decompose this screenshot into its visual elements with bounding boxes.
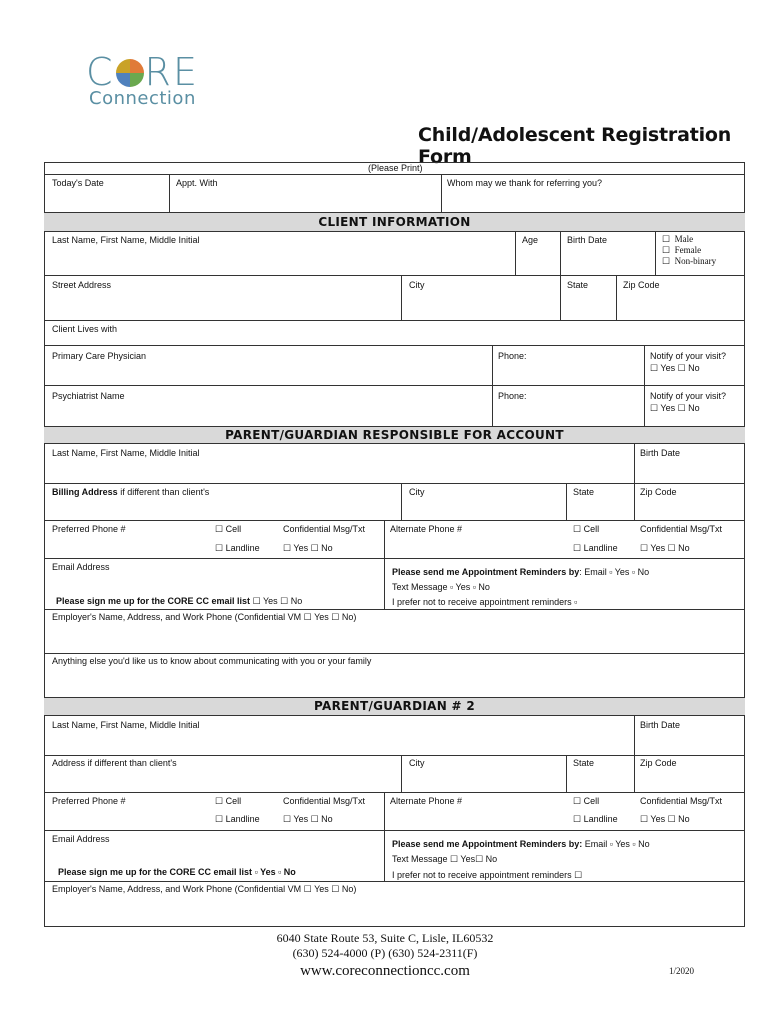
reminders-email-option[interactable]: : Email ▫ Yes ▫ No [579, 567, 650, 577]
guardian2-birth-date-field[interactable]: Birth Date [640, 720, 681, 730]
reminders-label: Please send me Appointment Reminders by [392, 567, 580, 577]
guardian1-preferred-phone[interactable]: Preferred Phone # [52, 524, 126, 534]
logo-letter-c: C [86, 50, 115, 94]
please-print-note: (Please Print) [368, 163, 423, 173]
guardian2-reminders[interactable] [392, 839, 650, 849]
pcp-notify[interactable] [650, 350, 726, 374]
guardian2-landline-checkbox[interactable]: ☐ Landline [215, 814, 260, 824]
guardian2-confidential-label: Confidential Msg/Txt [283, 796, 366, 806]
psychiatrist-notify-yes-no[interactable]: ☐ Yes ☐ No [650, 403, 700, 413]
guardian2-name-field[interactable]: Last Name, First Name, Middle Initial [52, 720, 200, 730]
guardian1-birth-date-field[interactable]: Birth Date [640, 448, 681, 458]
footer-website[interactable]: www.coreconnectioncc.com [300, 963, 470, 979]
guardian1-billing-field[interactable] [52, 487, 209, 497]
pcp-phone-field[interactable]: Phone: [498, 351, 527, 361]
gender-female[interactable]: Female [674, 245, 702, 255]
footer-address: 6040 State Route 53, Suite C, Lisle, IL60532 [276, 931, 494, 945]
signup-yes-no[interactable]: ▫ Yes ▫ No [252, 867, 296, 877]
guardian1-email-field[interactable]: Email Address [52, 562, 110, 572]
guardian1-anything-else-field[interactable]: Anything else you'd like us to know about communicating with you or your family [52, 656, 372, 666]
guardian1-landline-checkbox[interactable]: ☐ Landline [215, 543, 260, 553]
todays-date-field[interactable]: Today's Date [52, 178, 104, 188]
guardian2-alternate-phone[interactable]: Alternate Phone # [390, 796, 463, 806]
guardian1-alt-confidential-label: Confidential Msg/Txt [640, 524, 723, 534]
guardian2-zip-field[interactable]: Zip Code [640, 758, 677, 768]
form-title: Child/Adolescent Registration Form [418, 124, 732, 168]
pcp-notify-yes-no[interactable]: ☐ Yes ☐ No [650, 363, 700, 373]
guardian1-header: PARENT/GUARDIAN RESPONSIBLE FOR ACCOUNT [44, 426, 745, 444]
logo-subtitle: Connection [89, 88, 196, 109]
guardian2-no-reminders-option[interactable]: I prefer not to receive appointment reminders ☐ [392, 870, 583, 880]
guardian1-cell-checkbox[interactable]: ☐ Cell [215, 524, 242, 534]
referral-field[interactable]: Whom may we thank for referring you? [447, 178, 603, 188]
guardian2-email-list-signup[interactable] [58, 867, 296, 877]
gender-male[interactable]: Male [674, 234, 694, 244]
guardian1-confidential-yes-no[interactable]: ☐ Yes ☐ No [283, 543, 333, 553]
guardian2-address-field[interactable]: Address if different than client's [52, 758, 177, 768]
guardian1-zip-field[interactable]: Zip Code [640, 487, 677, 497]
guardian1-alt-cell-checkbox[interactable]: ☐ Cell [573, 524, 600, 534]
billing-note: if different than client's [117, 487, 210, 497]
appt-with-field[interactable]: Appt. With [176, 178, 218, 188]
guardian1-name-field[interactable]: Last Name, First Name, Middle Initial [52, 448, 200, 458]
psychiatrist-notify-label: Notify of your visit? [650, 391, 727, 401]
guardian1-state-field[interactable]: State [573, 487, 595, 497]
reminders-label: Please send me Appointment Reminders by: [392, 839, 583, 849]
guardian2-alt-landline-checkbox[interactable]: ☐ Landline [573, 814, 618, 824]
guardian2-alt-confidential-label: Confidential Msg/Txt [640, 796, 723, 806]
guardian2-confidential-yes-no[interactable]: ☐ Yes ☐ No [283, 814, 333, 824]
gender-non-binary[interactable]: Non-binary [674, 256, 717, 266]
guardian2-cell-checkbox[interactable]: ☐ Cell [215, 796, 242, 806]
pcp-notify-label: Notify of your visit? [650, 351, 727, 361]
guardian2-preferred-phone[interactable]: Preferred Phone # [52, 796, 126, 806]
footer-phones: (630) 524-4000 (P) (630) 524-2311(F) [292, 946, 478, 960]
gender-options[interactable]: ☐ Male ☐ Female ☐ Non-binary [662, 234, 717, 266]
guardian1-alt-landline-checkbox[interactable]: ☐ Landline [573, 543, 618, 553]
client-age-field[interactable]: Age [522, 235, 539, 245]
client-birth-date-field[interactable]: Birth Date [567, 235, 608, 245]
guardian1-text-message-option[interactable]: Text Message ▫ Yes ▫ No [392, 582, 490, 592]
billing-label: Billing Address [52, 487, 118, 497]
guardian1-city-field[interactable]: City [409, 487, 425, 497]
logo-letters: RE [144, 50, 199, 94]
psychiatrist-field[interactable]: Psychiatrist Name [52, 391, 125, 401]
guardian1-confidential-label: Confidential Msg/Txt [283, 524, 366, 534]
guardian2-alt-confidential-yes-no[interactable]: ☐ Yes ☐ No [640, 814, 690, 824]
guardian2-header: PARENT/GUARDIAN # 2 [44, 697, 745, 716]
client-information-header: CLIENT INFORMATION [44, 212, 745, 232]
guardian1-alt-confidential-yes-no[interactable]: ☐ Yes ☐ No [640, 543, 690, 553]
reminders-email-option[interactable]: Email ▫ Yes ▫ No [582, 839, 650, 849]
client-name-field[interactable]: Last Name, First Name, Middle Initial [52, 235, 200, 245]
guardian1-employer-field[interactable]: Employer's Name, Address, and Work Phone (Confidential VM ☐ Yes ☐ No) [52, 612, 357, 622]
guardian2-text-message-option[interactable]: Text Message ☐ Yes☐ No [392, 854, 498, 864]
guardian2-state-field[interactable]: State [573, 758, 595, 768]
guardian1-no-reminders-option[interactable]: I prefer not to receive appointment reminders ▫ [392, 597, 578, 607]
signup-label: Please sign me up for the CORE CC email list [58, 867, 253, 877]
psychiatrist-notify[interactable] [650, 390, 726, 414]
guardian2-alt-cell-checkbox[interactable]: ☐ Cell [573, 796, 600, 806]
guardian2-email-field[interactable]: Email Address [52, 834, 110, 844]
client-city-field[interactable]: City [409, 280, 425, 290]
form-version: 1/2020 [669, 966, 695, 976]
logo-flower-icon [116, 59, 144, 87]
guardian1-email-list-signup[interactable] [56, 596, 302, 607]
client-street-field[interactable]: Street Address [52, 280, 112, 290]
guardian2-city-field[interactable]: City [409, 758, 425, 768]
signup-yes-no[interactable]: ☐ Yes ☐ No [250, 596, 303, 606]
client-zip-field[interactable]: Zip Code [623, 280, 660, 290]
guardian1-alternate-phone[interactable]: Alternate Phone # [390, 524, 463, 534]
guardian1-reminders[interactable] [392, 567, 649, 577]
pcp-field[interactable]: Primary Care Physician [52, 351, 147, 361]
guardian2-employer-field[interactable]: Employer's Name, Address, and Work Phone (Confidential VM ☐ Yes ☐ No) [52, 884, 357, 894]
client-lives-with-field[interactable]: Client Lives with [52, 324, 118, 334]
psychiatrist-phone-field[interactable]: Phone: [498, 391, 527, 401]
client-state-field[interactable]: State [567, 280, 589, 290]
signup-label: Please sign me up for the CORE CC email list [56, 596, 251, 606]
